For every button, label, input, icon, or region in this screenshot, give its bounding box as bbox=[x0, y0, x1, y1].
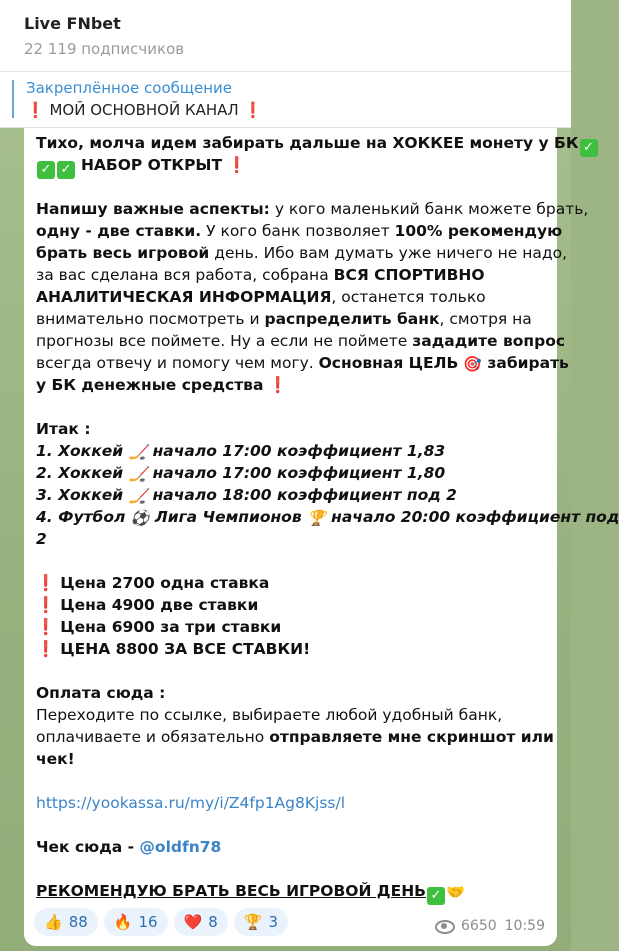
reaction-heart[interactable] bbox=[174, 908, 228, 936]
thumbs-up-icon: 👍 bbox=[44, 913, 63, 931]
exclamation-icon: ❗ bbox=[36, 574, 56, 592]
msg-bold: распределить банк bbox=[264, 310, 440, 328]
msg-text: , смотря на bbox=[439, 310, 532, 328]
msg-text: оплачиваете и обязательно bbox=[36, 728, 270, 746]
msg-bold: у БК денежные средства bbox=[36, 376, 264, 394]
event-line: 2 bbox=[36, 530, 47, 548]
check-icon: ✓ bbox=[580, 139, 598, 157]
soccer-ball-icon: ⚽ bbox=[130, 509, 150, 527]
payment-title: Оплата сюда : bbox=[36, 684, 166, 702]
msg-text: за вас сделана вся работа, собрана bbox=[36, 266, 334, 284]
trophy-icon: 🏆 bbox=[243, 913, 263, 931]
price-line: Цена 4900 две ставки bbox=[60, 596, 259, 614]
pinned-text bbox=[26, 101, 262, 119]
msg-text: , останется только bbox=[331, 288, 486, 306]
reactions-bar bbox=[34, 908, 288, 938]
msg-bold: чек! bbox=[36, 750, 75, 768]
handshake-icon: 🤝 bbox=[446, 883, 465, 901]
exclamation-icon: ❗ bbox=[26, 101, 45, 119]
exclamation-icon: ❗ bbox=[36, 618, 56, 636]
msg-bold: Основная ЦЕЛЬ bbox=[318, 354, 459, 372]
event-line: 2. Хоккей bbox=[36, 464, 124, 482]
eye-icon bbox=[435, 920, 453, 932]
reaction-count: 88 bbox=[68, 913, 88, 931]
channel-header[interactable] bbox=[0, 0, 571, 72]
msg-line: Тихо, молча идем забирать дальше на ХОККЕЕ монету у БК bbox=[36, 134, 579, 152]
hockey-stick-icon: 🏒 bbox=[128, 443, 148, 461]
channel-title[interactable]: Live FNbet bbox=[24, 14, 121, 33]
target-icon: 🎯 bbox=[463, 355, 482, 373]
msg-text: внимательно посмотреть и bbox=[36, 310, 265, 328]
msg-text: всегда отвечу и помогу чем могу. bbox=[36, 354, 319, 372]
msg-text: у кого маленький банк можете брать, bbox=[269, 200, 589, 218]
price-line: Цена 2700 одна ставка bbox=[60, 574, 270, 592]
recommend-text: РЕКОМЕНДУЮ БРАТЬ ВЕСЬ ИГРОВОЙ ДЕНЬ bbox=[36, 882, 426, 900]
message-bubble[interactable] bbox=[24, 128, 619, 946]
event-line: начало 17:00 коэффициент 1,80 bbox=[147, 464, 446, 482]
event-line: начало 17:00 коэффициент 1,83 bbox=[147, 442, 446, 460]
event-line: 3. Хоккей bbox=[36, 486, 124, 504]
pinned-message[interactable] bbox=[0, 72, 571, 128]
msg-bold: зададите вопрос bbox=[412, 332, 566, 350]
exclamation-icon: ❗ bbox=[268, 376, 288, 394]
username-link[interactable]: @oldfn78 bbox=[139, 838, 222, 856]
msg-bold: брать весь игровой bbox=[36, 244, 210, 262]
msg-text: У кого банк позволяет bbox=[201, 222, 395, 240]
exclamation-icon: ❗ bbox=[36, 596, 56, 614]
message-meta bbox=[435, 918, 545, 934]
msg-bold: ВСЯ СПОРТИВНО bbox=[333, 266, 485, 284]
fire-icon: 🔥 bbox=[113, 913, 133, 931]
msg-bold: отправляете мне скриншот или bbox=[269, 728, 554, 746]
exclamation-icon: ❗ bbox=[243, 101, 263, 119]
pinned-indicator bbox=[12, 80, 14, 118]
reaction-count: 3 bbox=[268, 913, 279, 931]
heart-icon: ❤️ bbox=[183, 913, 203, 931]
reaction-trophy[interactable] bbox=[234, 908, 288, 936]
msg-bold: Итак : bbox=[36, 420, 91, 438]
msg-line: НАБОР ОТКРЫТ bbox=[80, 156, 223, 174]
msg-bold: АНАЛИТИЧЕСКАЯ ИНФОРМАЦИЯ bbox=[36, 288, 332, 306]
event-line: Лига Чемпионов bbox=[149, 508, 302, 526]
check-icon: ✓ bbox=[57, 161, 75, 179]
reaction-count: 16 bbox=[138, 913, 158, 931]
price-line: Цена 6900 за три ставки bbox=[60, 618, 282, 636]
event-line: 1. Хоккей bbox=[36, 442, 124, 460]
payment-link[interactable]: https://yookassa.ru/my/i/Z4fp1Ag8Kjss/l bbox=[36, 794, 346, 812]
event-line: 4. Футбол bbox=[36, 508, 126, 526]
price-line: ЦЕНА 8800 ЗА ВСЕ СТАВКИ! bbox=[60, 640, 311, 658]
check-icon: ✓ bbox=[427, 887, 445, 905]
msg-bold: Напишу важные аспекты: bbox=[36, 200, 270, 218]
event-line: начало 18:00 коэффициент под 2 bbox=[147, 486, 457, 504]
msg-text: Переходите по ссылке, выбираете любой удобный банк, bbox=[36, 706, 503, 724]
hockey-stick-icon: 🏒 bbox=[128, 465, 148, 483]
msg-text: прогнозы все поймете. Ну а если не поймете bbox=[36, 332, 413, 350]
hockey-stick-icon: 🏒 bbox=[128, 487, 148, 505]
exclamation-icon: ❗ bbox=[227, 156, 247, 174]
subscriber-count: 22 119 подписчиков bbox=[24, 40, 185, 58]
message-text bbox=[36, 132, 619, 903]
reaction-thumbs-up[interactable] bbox=[34, 908, 98, 936]
pinned-text-value: МОЙ ОСНОВНОЙ КАНАЛ bbox=[49, 101, 239, 119]
message-time: 10:59 bbox=[504, 918, 545, 934]
reaction-count: 8 bbox=[208, 913, 218, 931]
check-label: Чек сюда - bbox=[36, 838, 140, 856]
trophy-icon: 🏆 bbox=[307, 509, 326, 527]
exclamation-icon: ❗ bbox=[36, 640, 56, 658]
reaction-fire[interactable] bbox=[104, 908, 168, 936]
msg-bold: забирать bbox=[481, 354, 569, 372]
pinned-label: Закреплённое сообщение bbox=[26, 79, 233, 97]
msg-bold: 100% рекомендую bbox=[394, 222, 563, 240]
msg-bold: одну - две ставки. bbox=[36, 222, 202, 240]
event-line: начало 20:00 коэффициент под bbox=[325, 508, 619, 526]
check-icon: ✓ bbox=[37, 161, 55, 179]
view-count: 6650 bbox=[461, 918, 497, 934]
msg-text: день. Ибо вам думать уже ничего не надо, bbox=[209, 244, 568, 262]
